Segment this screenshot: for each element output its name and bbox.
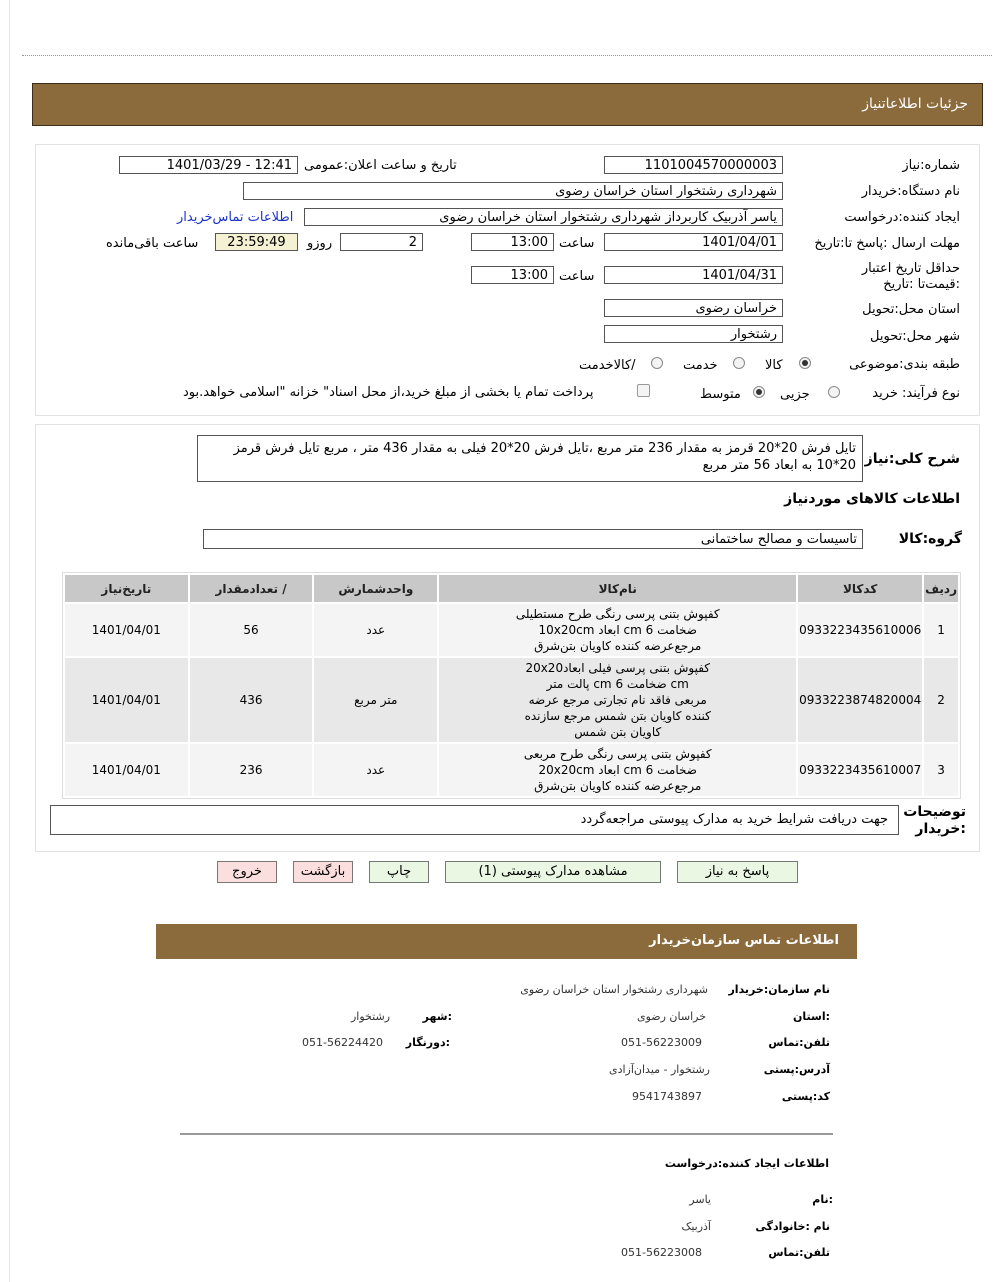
city-label: شهر محل:تحویل	[870, 329, 960, 344]
col-header-qty: / تعدادمقدار	[190, 575, 313, 602]
contact-city-label: :شهر	[422, 1010, 452, 1023]
row-name	[439, 604, 796, 656]
details-title-bar	[32, 83, 983, 126]
creator-section-title: اطلاعات ایجاد کننده:درخواست	[664, 1157, 829, 1170]
creator-phone-label: تلفن:تماس	[768, 1246, 830, 1259]
creator-name-value: یاسر	[689, 1193, 711, 1206]
row-qty: 236	[190, 744, 313, 796]
creator-phone-value: 051-56223008	[621, 1246, 702, 1259]
process-option-medium: متوسط	[700, 387, 741, 402]
details-title: جزئیات اطلاعاتنیاز	[862, 96, 968, 112]
row-date: 1401/04/01	[65, 658, 188, 742]
row-date: 1401/04/01	[65, 604, 188, 656]
category-option-both: /کالاخدمت	[579, 358, 636, 373]
row-name-line: کننده کاویان بتن شمس مرجع سازنده	[524, 709, 711, 723]
deadline-label: مهلت ارسال :پاسخ تا:تاریخ	[814, 236, 960, 251]
back-button[interactable]: بازگشت	[293, 861, 353, 883]
left-border-line	[9, 0, 10, 1282]
goods-group-field: تاسیسات و مصالح ساختمانی	[203, 529, 863, 549]
row-code: 0933223435610006	[798, 604, 922, 656]
goods-section-title: اطلاعات کالاهای موردنیاز	[784, 491, 960, 507]
creator-family-label: نام :خانوادگی	[755, 1220, 830, 1233]
row-name-line: کاویان بتن شمس	[574, 725, 662, 739]
description-box: تایل فرش 20*20 قرمز به مقدار 236 متر مربع ،تایل فرش 20*20 فیلی به مقدار 436 متر ، مربع تایل فرش قرمز 20*10 به ابعاد 56 متر مربع	[197, 435, 863, 482]
col-header-index: ردیف	[924, 575, 958, 602]
buyer-org-field: شهرداری رشتخوار استان خراسان رضوی	[243, 182, 783, 200]
row-name-line: کفپوش بتنی پرسی رنگی طرح مربعی	[523, 747, 712, 761]
process-option-minor: جزیی	[780, 387, 810, 402]
validity-date-field: 1401/04/31	[604, 266, 783, 284]
buyer-notes-label: توضیحات :خریدار	[903, 804, 966, 837]
validity-time-field: 13:00	[471, 266, 554, 284]
buyer-notes-box: جهت دریافت شرایط خرید به مدارک پیوستی مراجعه‌گردد	[50, 805, 899, 835]
province-field: خراسان رضوی	[604, 299, 783, 317]
row-qty: 56	[190, 604, 313, 656]
row-index: 3	[924, 744, 958, 796]
description-label: شرح کلی:نیاز	[864, 451, 960, 467]
contact-title: اطلاعات تماس سازمان‌خریدار	[649, 933, 839, 948]
contact-phone-label: تلفن:تماس	[768, 1036, 830, 1049]
table-row	[65, 744, 958, 796]
row-index: 1	[924, 604, 958, 656]
category-radio-goods[interactable]	[799, 357, 811, 369]
creator-family-value: آذربیک	[681, 1220, 711, 1233]
row-qty: 436	[190, 658, 313, 742]
buyer-contact-link[interactable]: اطلاعات تماس‌خریدار	[177, 210, 294, 225]
row-index: 2	[924, 658, 958, 742]
goods-group-label: گروه:کالا	[898, 531, 962, 547]
row-name-line: ضخامت 6 cm ابعاد 20x20cm	[538, 763, 697, 777]
exit-button[interactable]: خروج	[217, 861, 277, 883]
contact-address-value: رشتخوار - میدان‌آزادی	[608, 1063, 710, 1076]
category-radio-service[interactable]	[733, 357, 745, 369]
col-header-code: کدکالا	[798, 575, 922, 602]
contact-separator	[180, 1133, 833, 1135]
col-header-name: نام‌کالا	[439, 575, 796, 602]
category-option-goods: کالا	[765, 358, 783, 373]
validity-label: حداقل تاریخ اعتبار :قیمت‌تا :تاریخ	[861, 261, 960, 292]
top-divider	[22, 55, 992, 56]
city-field: رشتخوار	[604, 325, 783, 343]
row-name-line: مرجع‌عرضه کننده کاویان بتن‌شرق	[534, 639, 702, 653]
deadline-time-field: 13:00	[471, 233, 554, 251]
province-label: استان محل:تحویل	[862, 302, 960, 317]
row-date: 1401/04/01	[65, 744, 188, 796]
row-name-line: مرجع‌عرضه کننده کاویان بتن‌شرق	[534, 779, 702, 793]
row-unit: عدد	[314, 744, 437, 796]
creator-name-label: :نام	[812, 1193, 833, 1206]
row-code: 0933223874820004	[798, 658, 922, 742]
contact-org-value: شهرداری رشتخوار استان خراسان رضوی	[520, 983, 708, 996]
contact-province-value: خراسان رضوی	[636, 1010, 706, 1023]
deadline-hour-label: ساعت	[559, 236, 595, 251]
col-header-date: تاریخ‌نیاز	[65, 575, 188, 602]
remaining-label: ساعت باقی‌مانده	[106, 236, 199, 251]
validity-hour-label: ساعت	[559, 269, 595, 284]
category-radio-both[interactable]	[651, 357, 663, 369]
announce-label: تاریخ و ساعت اعلان:عمومی	[304, 158, 457, 173]
contact-address-label: آدرس:پستی	[763, 1063, 830, 1076]
row-unit: عدد	[314, 604, 437, 656]
contact-postal-value: 9541743897	[632, 1090, 702, 1103]
process-radio-medium[interactable]	[753, 386, 765, 398]
reply-button[interactable]: پاسخ به نیاز	[677, 861, 798, 883]
days-field: 2	[340, 233, 423, 251]
view-documents-button[interactable]: مشاهده مدارک پیوستی (1)	[445, 861, 661, 883]
process-label: نوع فرآیند: خرید	[872, 386, 960, 401]
row-name	[439, 744, 796, 796]
announce-field: 1401/03/29 - 12:41	[119, 156, 298, 174]
row-name-line: کفپوش بتنی پرسی رنگی طرح مستطیلی	[515, 607, 720, 621]
contact-city-value: رشتخوار	[351, 1010, 390, 1023]
deadline-date-field: 1401/04/01	[604, 233, 783, 251]
row-code: 0933223435610007	[798, 744, 922, 796]
treasury-payment-checkbox[interactable]	[637, 384, 650, 397]
contact-fax-label: :دورنگار	[405, 1036, 450, 1049]
days-label: روزو	[307, 236, 333, 251]
table-row	[65, 658, 958, 742]
col-header-unit: واحدشمارش	[314, 575, 437, 602]
creator-field: یاسر آذربیک کاربرداز شهرداری رشتخوار استان خراسان رضوی	[304, 208, 783, 226]
contact-postal-label: کد:پستی	[781, 1090, 830, 1103]
row-name-line: ضخامت 6 cm ابعاد 10x20cm	[538, 623, 697, 637]
need-number-label: شماره:نیاز	[902, 158, 960, 173]
row-name-line: کفپوش بتنی پرسی فیلی ابعاد20x20	[525, 661, 710, 675]
contact-fax-value: 051-56224420	[302, 1036, 383, 1049]
process-radio-minor[interactable]	[828, 386, 840, 398]
row-name-line: مربعی فاقد نام تجارتی مرجع عرضه	[528, 693, 707, 707]
goods-table	[62, 572, 961, 799]
row-name-line: cm ضخامت 6 cm پالت متر	[546, 677, 689, 691]
buyer-org-label: نام دستگاه:خریدار	[861, 184, 960, 199]
need-number-field: 1101004570000003	[604, 156, 783, 174]
contact-org-label: نام سازمان:خریدار	[728, 983, 830, 996]
contact-title-bar	[156, 924, 857, 959]
print-button[interactable]: چاپ	[369, 861, 429, 883]
contact-province-label: :استان	[793, 1010, 830, 1023]
row-unit: متر مربع	[314, 658, 437, 742]
remaining-time-field: 23:59:49	[215, 233, 298, 251]
treasury-payment-note: پرداخت تمام یا بخشی از مبلغ خرید،از محل اسناد" خزانه "اسلامی خواهد.بود	[183, 385, 594, 400]
category-label: طبقه بندی:موضوعی	[849, 357, 960, 372]
contact-phone-value: 051-56223009	[621, 1036, 702, 1049]
table-row	[65, 604, 958, 656]
creator-label: ایجاد کننده:درخواست	[844, 210, 960, 225]
row-name	[439, 658, 796, 742]
category-option-service: خدمت	[683, 358, 718, 373]
